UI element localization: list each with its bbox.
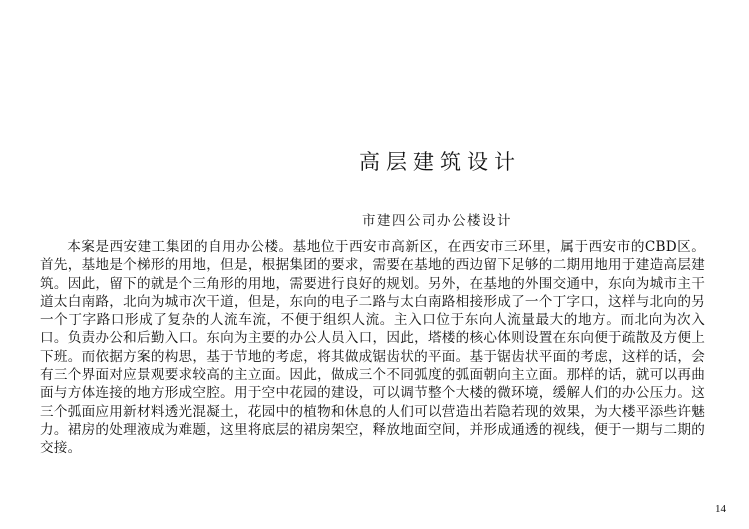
page-subtitle: 市建四公司办公楼设计 [362,213,512,229]
page-number: 14 [715,503,726,515]
page-title: 高层建筑设计 [359,150,521,174]
body-paragraph: 本案是西安建工集团的自用办公楼。基地位于西安市高新区，在西安市三环里，属于西安市的CBD区。首先，基地是个梯形的用地，但是，根据集团的要求，需要在基地的西边留下足够的二期用地用于建造高层建筑。因此，留下的就是个三角形的用地，需要进行良好的规划。另外，在基地的外围交通中，东向为城市主干道太白南路，北向为城市次干道，但是，东向的电子二路与太白南路相接形成了一个丁字口，这样与北向的另一个丁字路口形成了复杂的人流车流，不便于组织人流。主入口位于东向人流量最大的地方。而北向为次入口。负责办公和后勤入口。东向为主要的办公人员入口，因此，塔楼的核心体则设置在东向便于疏散及方便上下班。而依据方案的构思，基于节地的考虑，将其做成锯齿状的平面。基于锯齿状平面的考虑，这样的话，会有三个界面对应景观要求较高的主立面。因此，做成三个不同弧度的弧面朝向主立面。那样的话，就可以再曲面与方体连接的地方形成空腔。用于空中花园的建设，可以调节整个大楼的微环境，缓解人们的办公压力。这三个弧面应用新材料透光混凝土，花园中的植物和休息的人们可以营造出若隐若现的效果，为大楼平添些许魅力。裙房的处理液成为难题，这里将底层的裙房架空，释放地面空间，并形成通透的视线，便于一期与二期的交接。 [40,239,705,457]
